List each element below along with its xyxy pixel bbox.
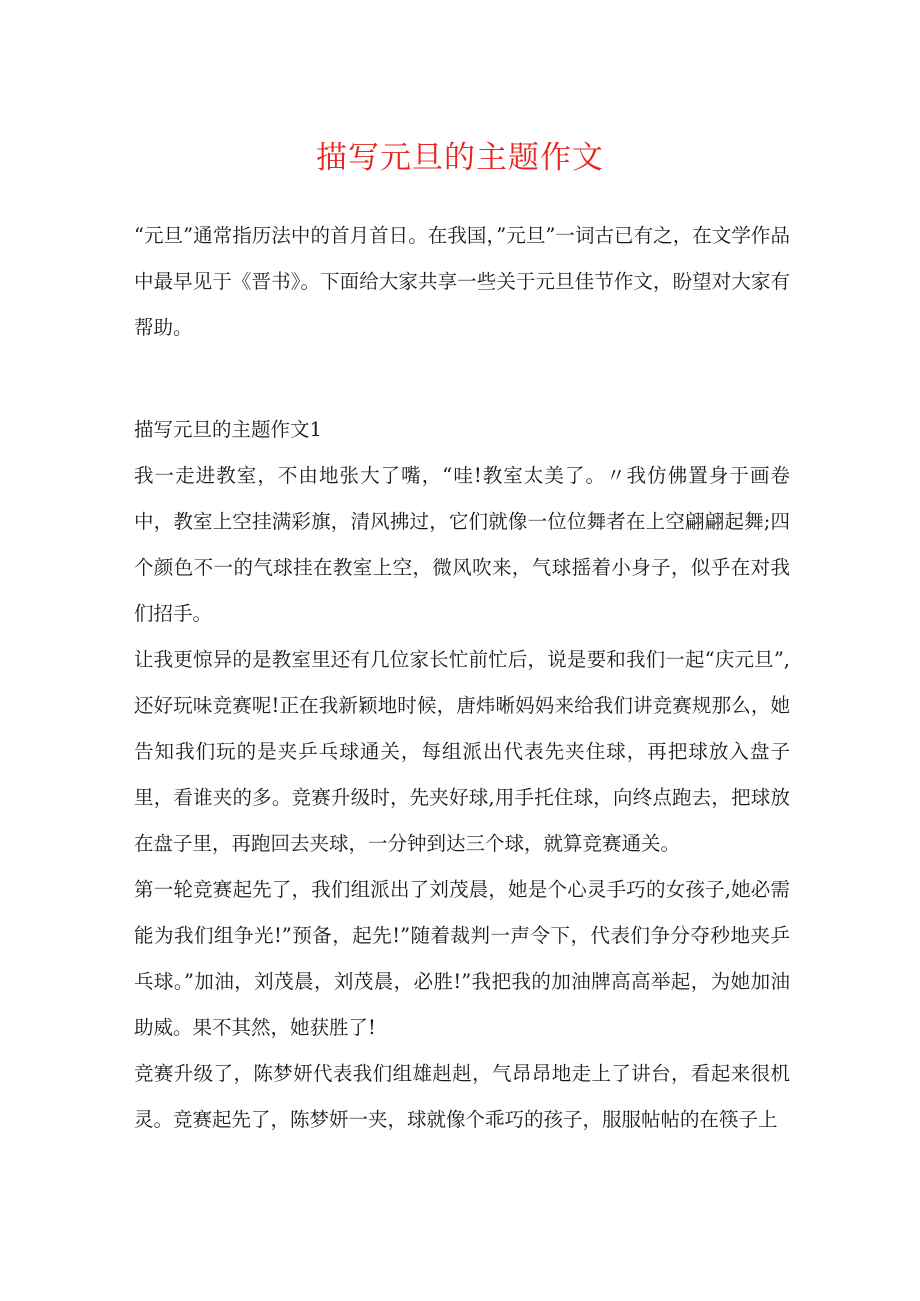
section-heading: 描写元旦的主题作文1	[134, 418, 322, 441]
intro-paragraph: “元旦”通常指历法中的首月首日。在我国，”元旦”一词古已有之，在文学作品中最早见于《晋书》。下面给大家共享一些关于元旦佳节作文，盼望对大家有帮助。	[134, 224, 790, 339]
document-title: 描写元旦的主题作文	[316, 140, 604, 176]
essay-paragraph-3: 第一轮竞赛起先了，我们组派出了刘茂晨，她是个心灵手巧的女孩子,她必需能为我们组争光!”预备，起先!”随着裁判一声令下，代表们争分夺秒地夹乒乓球。”加油，刘茂晨，刘茂晨，必胜!”我把我的加油牌高高举起，为她加油助威。果不其然，她获胜了!	[134, 878, 790, 1039]
intro-block	[134, 213, 790, 351]
essay-paragraph-1: 我一走进教室，不由地张大了嘴，“哇!教室太美了。〃我仿佛置身于画卷中，教室上空挂满彩旗，清风拂过，它们就像一位位舞者在上空翩翩起舞;四个颜色不一的气球挂在教室上空，微风吹来，气球摇着小身子，似乎在对我们招手。	[134, 464, 790, 625]
essay-body	[134, 453, 790, 1143]
essay-paragraph-4: 竞赛升级了，陈梦妍代表我们组雄赳赳，气昂昂地走上了讲台，看起来很机灵。竞赛起先了，陈梦妍一夹，球就像个乖巧的孩子，服服帖帖的在筷子上	[134, 1062, 790, 1131]
essay-paragraph-2: 让我更惊异的是教室里还有几位家长忙前忙后，说是要和我们一起“庆元旦”,还好玩味竞赛呢!正在我新颖地时候，唐炜晰妈妈来给我们讲竞赛规那么，她告知我们玩的是夹乒乓球通关，每组派出代表先夹住球，再把球放入盘子里，看谁夹的多。竞赛升级时，先夹好球,用手托住球，向终点跑去，把球放在盘子里，再跑回去夹球，一分钟到达三个球，就算竞赛通关。	[134, 648, 790, 855]
